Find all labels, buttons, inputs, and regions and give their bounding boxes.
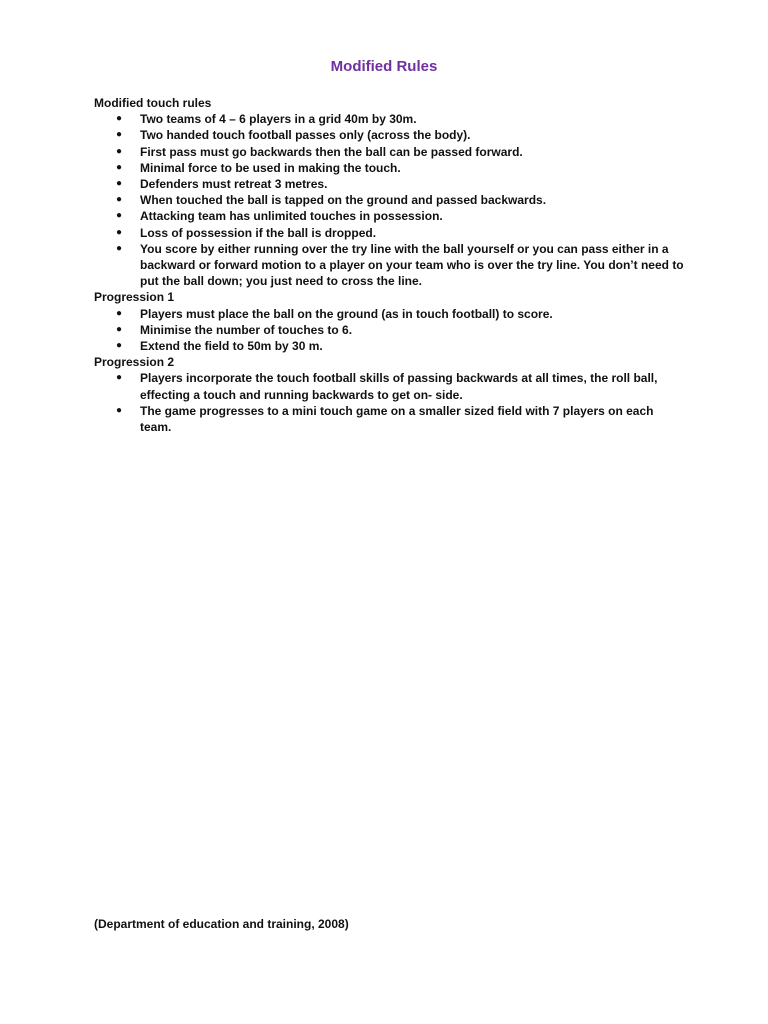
list-item: ● Defenders must retreat 3 metres. [116,177,328,192]
list-item: ● Extend the field to 50m by 30 m. [116,339,323,354]
bullet-icon: ● [116,145,123,157]
bullet-icon: ● [116,226,123,238]
list-item: ● Attacking team has unlimited touches in possession. [116,209,443,224]
document-body [94,95,684,435]
list-item: ● First pass must go backwards then the ball can be passed forward. [116,144,523,159]
bullet-icon: ● [116,242,123,254]
bullet-icon: ● [116,161,123,173]
rules-list [94,370,684,435]
bullet-icon: ● [116,113,123,125]
list-item: ● When touched the ball is tapped on the ground and passed backwards. [116,193,547,208]
page-title: Modified Rules [330,58,438,75]
bullet-icon: ● [116,404,123,416]
bullet-icon: ● [116,194,123,206]
section-progression-2 [94,354,684,435]
bullet-icon: ● [116,307,123,319]
list-item: ● The game progresses to a mini touch game on a smaller sized field with 7 players on each team. [116,403,654,435]
rules-list [94,306,684,355]
section-heading: Progression 2 [94,355,175,370]
list-item: ● Players incorporate the touch football skills of passing backwards at all times, the roll ball, effecting a touch and running backwards to get on- side. [116,371,658,402]
list-item: ● Minimal force to be used in making the touch. [116,160,401,175]
bullet-icon: ● [116,372,123,384]
bullet-icon: ● [116,323,123,335]
section-progression-1 [94,289,684,354]
rules-list [94,111,684,289]
list-item: ● Minimise the number of touches to 6. [116,322,353,337]
section-heading: Modified touch rules [94,96,212,110]
list-item: ● Two handed touch football passes only (across the body). [116,128,471,143]
bullet-icon: ● [116,178,123,190]
bullet-icon: ● [116,129,123,141]
bullet-icon: ● [116,340,123,352]
citation: (Department of education and training, 2008) [94,917,349,931]
bullet-icon: ● [116,210,123,222]
list-item: ● Loss of possession if the ball is dropped. [116,225,377,240]
section-modified-touch-rules [94,95,684,289]
section-heading: Progression 1 [94,290,175,305]
list-item: ● Two teams of 4 – 6 players in a grid 40m by 30m. [116,112,417,127]
list-item: ● Players must place the ball on the ground (as in touch football) to score. [116,306,553,321]
list-item: ● You score by either running over the try line with the ball yourself or you can pass either in a backward or forward motion to a player on your team who is over the try line. You don’t need to put the ball down; you just need to cross the line. [116,241,684,289]
